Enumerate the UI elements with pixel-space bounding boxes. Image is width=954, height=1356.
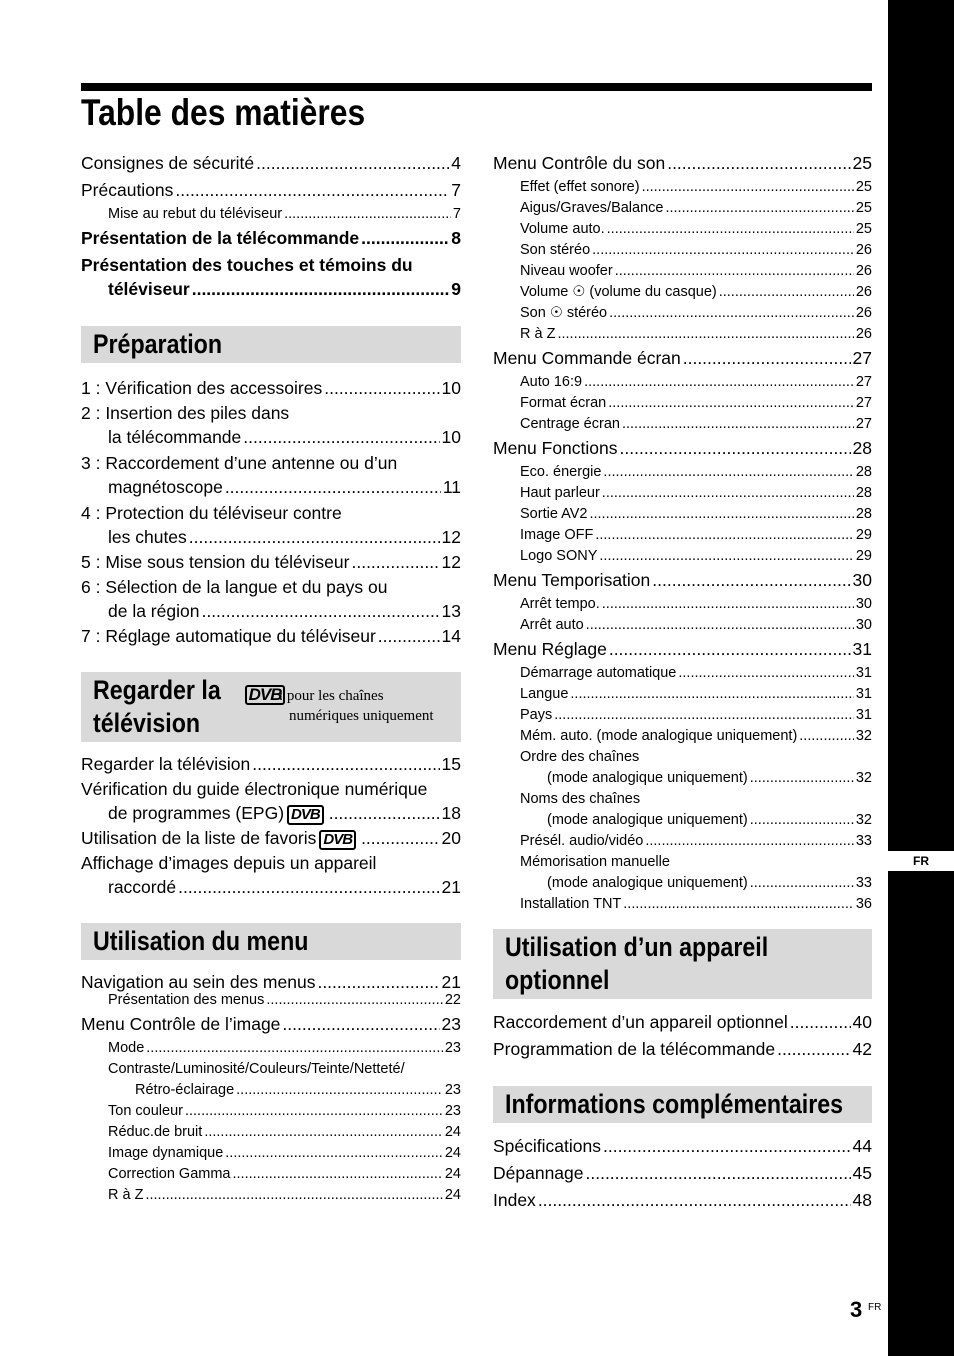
toc-entry[interactable]: Affichage d’images depuis un appareil raccordé ..... 21 [81, 852, 461, 899]
toc-entry[interactable]: Raccordement d’un appareil optionnel ..... 40 [493, 1009, 872, 1036]
section-heading-regarder: Regarder la DVB télévision : pour les chaînes numériques uniquement [81, 672, 461, 742]
toc-subentry[interactable]: Son stéréo ..... 26 [493, 240, 872, 261]
toc-entry[interactable]: Programmation de la télécommande ..... 42 [493, 1036, 872, 1063]
toc-subentry[interactable]: Sortie AV2 ..... 28 [493, 504, 872, 525]
toc-subentry[interactable]: Auto 16:9 ..... 27 [493, 372, 872, 393]
toc-entry[interactable]: Menu Réglage ..... 31 [493, 636, 872, 663]
toc-entry[interactable]: 4 : Protection du téléviseur contre les chutes ..... 12 [81, 502, 461, 549]
section-heading-preparation: Préparation [81, 326, 461, 363]
toc-subentry[interactable]: Mode ..... 23 [81, 1038, 461, 1059]
toc-entry[interactable]: Présentation des touches et témoins du téléviseur ..... 9 [81, 252, 461, 301]
toc-subentry[interactable]: Logo SONY ..... 29 [493, 546, 872, 567]
toc-entry[interactable]: Regarder la télévision ..... 15 [81, 751, 461, 778]
toc-entry[interactable]: 6 : Sélection de la langue et du pays ou de la région ..... 13 [81, 576, 461, 623]
toc-subentry[interactable]: Image dynamique ..... 24 [81, 1143, 461, 1164]
dvb-note: : pour les chaînes [279, 688, 384, 704]
toc-subentry[interactable]: Présél. audio/vidéo ..... 33 [493, 831, 872, 852]
page-number-suffix: FR [868, 1302, 882, 1313]
toc-subentry[interactable]: Mém. auto. (mode analogique uniquement) ..... 32 [493, 726, 872, 747]
toc-entry[interactable]: 3 : Raccordement d’une antenne ou d’un magnétoscope ..... 11 [81, 452, 461, 499]
toc-subentry[interactable]: Eco. énergie ..... 28 [493, 462, 872, 483]
toc-subentry[interactable]: Son ☉ stéréo ..... 26 [493, 303, 872, 324]
toc-entry[interactable]: Index ..... 48 [493, 1187, 872, 1214]
toc-entry[interactable]: 2 : Insertion des piles dans la télécommande ..... 10 [81, 402, 461, 449]
toc-entry[interactable]: 7 : Réglage automatique du téléviseur ..... 14 [81, 623, 461, 650]
toc-subentry[interactable]: Volume ☉ (volume du casque) ..... 26 [493, 282, 872, 303]
toc-entry[interactable]: Dépannage ..... 45 [493, 1160, 872, 1187]
toc-subentry[interactable]: Arrêt tempo. ..... 30 [493, 594, 872, 615]
page-title: Table des matières [81, 92, 366, 133]
toc-entry[interactable]: Utilisation de la liste de favoris DVB ..... 20 [81, 825, 461, 852]
language-tab: FR [888, 851, 954, 871]
headphone-icon: ☉ [572, 284, 586, 300]
toc-subentry[interactable]: Contraste/Luminosité/Couleurs/Teinte/Netteté/ Rétro-éclairage ..... 23 [81, 1059, 461, 1101]
toc-subentry[interactable]: Présentation des menus ..... 22 [81, 990, 461, 1011]
toc-subentry[interactable]: Démarrage automatique ..... 31 [493, 663, 872, 684]
toc-subentry[interactable]: Format écran ..... 27 [493, 393, 872, 414]
menu-list [493, 150, 872, 915]
dvb-note: numériques uniquement [289, 708, 434, 724]
toc-entry[interactable]: Menu Temporisation ..... 30 [493, 567, 872, 594]
toc-subentry[interactable]: Arrêt auto ..... 30 [493, 615, 872, 636]
left-column [81, 150, 461, 1206]
toc-entry[interactable]: Consignes de sécurité ..... 4 [81, 150, 461, 177]
toc-entry[interactable]: Présentation de la télécommande ..... 8 [81, 225, 461, 252]
toc-subentry[interactable]: Pays ..... 31 [493, 705, 872, 726]
toc-entry[interactable]: Menu Contrôle du son ..... 25 [493, 150, 872, 177]
section-heading-optionnel: Utilisation d’un appareil optionnel [493, 929, 872, 999]
right-column [493, 150, 872, 1214]
toc-entry[interactable]: Précautions ..... 7 [81, 177, 461, 204]
headphone-icon: ☉ [549, 305, 563, 321]
dvb-icon: DVB [245, 685, 286, 705]
toc-entry[interactable]: Menu Commande écran ..... 27 [493, 345, 872, 372]
toc-entry[interactable]: Menu Fonctions ..... 28 [493, 435, 872, 462]
dvb-icon: DVB [319, 830, 356, 850]
toc-subentry[interactable]: Ton couleur ..... 23 [81, 1101, 461, 1122]
side-bar [888, 0, 954, 1356]
toc-subentry[interactable]: Haut parleur ..... 28 [493, 483, 872, 504]
dvb-icon: DVB [287, 805, 324, 825]
toc-entry[interactable]: Spécifications ..... 44 [493, 1133, 872, 1160]
toc-subentry[interactable]: R à Z ..... 26 [493, 324, 872, 345]
toc-entry[interactable]: 5 : Mise sous tension du téléviseur ..... 12 [81, 549, 461, 576]
toc-subentry[interactable]: Image OFF ..... 29 [493, 525, 872, 546]
toc-subentry[interactable]: Noms des chaînes (mode analogique uniquement) ..... 32 [493, 789, 872, 831]
toc-subentry[interactable]: Réduc.de bruit ..... 24 [81, 1122, 461, 1143]
toc-entry[interactable]: Menu Contrôle de l’image ..... 23 [81, 1011, 461, 1038]
toc-subentry[interactable]: Langue ..... 31 [493, 684, 872, 705]
toc-subentry[interactable]: Effet (effet sonore) ..... 25 [493, 177, 872, 198]
section-heading-infos: Informations complémentaires [493, 1086, 872, 1123]
toc-subentry[interactable]: Mise au rebut du téléviseur ..... 7 [81, 204, 461, 225]
toc-entry[interactable]: Vérification du guide électronique numérique de programmes (EPG) DVB ..... 18 [81, 778, 461, 825]
toc-subentry[interactable]: R à Z ..... 24 [81, 1185, 461, 1206]
toc-subentry[interactable]: Correction Gamma ..... 24 [81, 1164, 461, 1185]
toc-subentry[interactable]: Niveau woofer ..... 26 [493, 261, 872, 282]
toc-subentry[interactable]: Ordre des chaînes (mode analogique uniquement) ..... 32 [493, 747, 872, 789]
top-rule [81, 83, 872, 91]
toc-subentry[interactable]: Aigus/Graves/Balance ..... 25 [493, 198, 872, 219]
toc-subentry[interactable]: Centrage écran ..... 27 [493, 414, 872, 435]
toc-entry[interactable]: Navigation au sein des menus ..... 21 [81, 969, 461, 996]
page-number: 3 [850, 1297, 863, 1322]
toc-entry[interactable]: 1 : Vérification des accessoires ..... 10 [81, 375, 461, 402]
toc-subentry[interactable]: Mémorisation manuelle (mode analogique uniquement) ..... 33 [493, 852, 872, 894]
toc-subentry[interactable]: Volume auto. ..... 25 [493, 219, 872, 240]
section-heading-menu: Utilisation du menu [81, 923, 461, 960]
toc-subentry[interactable]: Installation TNT ..... 36 [493, 894, 872, 915]
